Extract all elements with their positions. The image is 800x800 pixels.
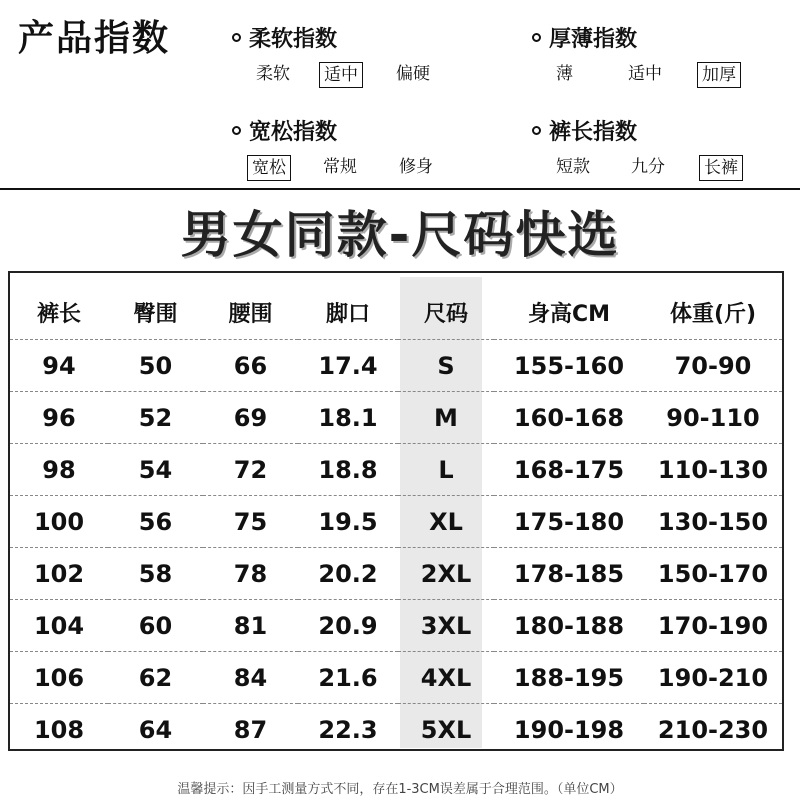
cell-size: 2XL <box>398 548 494 600</box>
cell-length: 106 <box>10 652 108 704</box>
cell-weight: 210-230 <box>657 715 769 744</box>
cell-height: 168-175 <box>494 444 644 496</box>
thickness-option-thick: 加厚 <box>697 62 741 88</box>
cell-weight: 190-210 <box>644 652 782 704</box>
header-height: 身高CM <box>494 285 644 340</box>
header-leg-opening: 脚口 <box>298 285 398 340</box>
thickness-index <box>532 22 792 85</box>
table-row <box>10 704 782 756</box>
divider <box>0 188 800 190</box>
cell-weight: 150-170 <box>644 548 782 600</box>
cell-waist: 87 <box>233 715 268 744</box>
cell-size: XL <box>398 496 494 548</box>
header-hip: 臀围 <box>108 285 203 340</box>
cell-length: 94 <box>10 340 108 392</box>
length-index-title: 裤长指数 <box>549 120 638 145</box>
cell-waist: 72 <box>203 444 298 496</box>
table-row <box>10 496 782 548</box>
cell-weight: 130-150 <box>644 496 782 548</box>
measurement-footnote: 温馨提示：因手工测量方式不同，存在1-3CM误差属于合理范围。（单位CM） <box>177 782 623 797</box>
cell-hip: 64 <box>138 715 173 744</box>
cell-height: 178-185 <box>494 548 644 600</box>
table-row <box>10 652 782 704</box>
table-row <box>10 444 782 496</box>
cell-leg-opening: 22.3 <box>318 715 378 744</box>
cell-leg-opening: 20.9 <box>298 600 398 652</box>
cell-hip: 62 <box>108 652 203 704</box>
cell-height: 190-198 <box>513 715 625 744</box>
cell-size: M <box>398 392 494 444</box>
size-table <box>10 285 782 755</box>
cell-height: 160-168 <box>494 392 644 444</box>
cell-weight: 70-90 <box>644 340 782 392</box>
cell-leg-opening: 18.1 <box>298 392 398 444</box>
cell-hip: 50 <box>108 340 203 392</box>
cell-size: L <box>398 444 494 496</box>
cell-leg-opening: 19.5 <box>298 496 398 548</box>
thickness-option-medium: 适中 <box>628 64 662 84</box>
fit-index <box>232 115 492 178</box>
cell-length: 100 <box>10 496 108 548</box>
cell-weight: 170-190 <box>644 600 782 652</box>
cell-hip: 60 <box>108 600 203 652</box>
cell-height: 188-195 <box>494 652 644 704</box>
thickness-option-thin: 薄 <box>556 64 573 84</box>
header-weight: 体重(斤) <box>644 285 782 340</box>
table-row <box>10 600 782 652</box>
cell-waist: 84 <box>203 652 298 704</box>
cell-height: 180-188 <box>494 600 644 652</box>
fit-index-title: 宽松指数 <box>249 120 338 145</box>
length-option-cropped: 九分 <box>631 157 665 177</box>
cell-size: 3XL <box>398 600 494 652</box>
cell-length: 104 <box>10 600 108 652</box>
cell-height: 155-160 <box>494 340 644 392</box>
header-waist: 腰围 <box>203 285 298 340</box>
cell-weight: 110-130 <box>644 444 782 496</box>
softness-index-title: 柔软指数 <box>249 27 338 52</box>
cell-waist: 78 <box>203 548 298 600</box>
softness-option-soft: 柔软 <box>256 64 290 84</box>
header-length: 裤长 <box>10 285 108 340</box>
cell-hip: 54 <box>108 444 203 496</box>
table-row <box>10 548 782 600</box>
cell-height: 175-180 <box>494 496 644 548</box>
product-index-title: 产品指数 <box>18 18 171 59</box>
cell-waist: 75 <box>203 496 298 548</box>
header-size: 尺码 <box>398 285 494 340</box>
cell-size: S <box>398 340 494 392</box>
cell-waist: 69 <box>203 392 298 444</box>
table-row <box>10 392 782 444</box>
length-option-short: 短款 <box>556 157 590 177</box>
cell-leg-opening: 21.6 <box>298 652 398 704</box>
cell-size: 5XL <box>420 715 472 744</box>
cell-hip: 52 <box>108 392 203 444</box>
bullet-icon <box>532 33 541 42</box>
cell-hip: 56 <box>108 496 203 548</box>
table-header-row <box>10 285 782 340</box>
cell-leg-opening: 20.2 <box>298 548 398 600</box>
size-quick-select-title: 男女同款-尺码快选 <box>180 206 620 264</box>
cell-length: 108 <box>33 715 85 744</box>
bullet-icon <box>232 33 241 42</box>
cell-length: 102 <box>10 548 108 600</box>
cell-weight: 90-110 <box>644 392 782 444</box>
cell-waist: 66 <box>203 340 298 392</box>
length-option-long: 长裤 <box>699 155 743 181</box>
cell-length: 98 <box>10 444 108 496</box>
cell-leg-opening: 18.8 <box>298 444 398 496</box>
bullet-icon <box>532 126 541 135</box>
cell-hip: 58 <box>108 548 203 600</box>
softness-option-hard: 偏硬 <box>396 64 430 84</box>
table-row <box>10 340 782 392</box>
cell-waist: 81 <box>203 600 298 652</box>
cell-length: 96 <box>10 392 108 444</box>
cell-leg-opening: 17.4 <box>298 340 398 392</box>
fit-option-regular: 常规 <box>323 157 357 177</box>
softness-option-medium: 适中 <box>319 62 363 88</box>
fit-option-loose: 宽松 <box>247 155 291 181</box>
cell-size: 4XL <box>398 652 494 704</box>
bullet-icon <box>232 126 241 135</box>
thickness-index-title: 厚薄指数 <box>549 27 638 52</box>
length-index <box>532 115 792 178</box>
softness-index <box>232 22 492 85</box>
fit-option-slim: 修身 <box>399 157 433 177</box>
